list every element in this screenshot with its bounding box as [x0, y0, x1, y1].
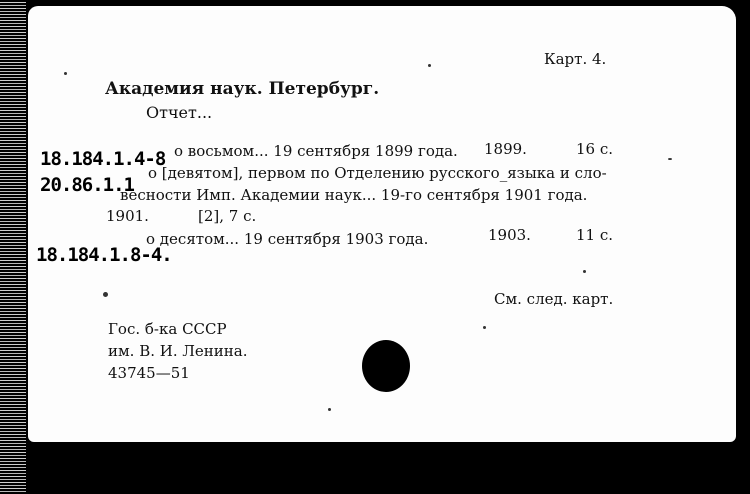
dust-speck [103, 292, 108, 297]
entry-2-line-1: о [девятом], первом по Отделению русского_языка и сло- [148, 164, 607, 182]
entry-3-pages: 11 с. [576, 226, 614, 244]
entry-1-text: о восьмом... 19 сентября 1899 года. [174, 142, 458, 160]
scanner-edge-noise [0, 0, 26, 494]
entry-1-year: 1899. [484, 140, 527, 158]
heading-author: Академия наук. Петербург. [105, 79, 380, 99]
dust-speck [483, 326, 486, 329]
entry-1-pages: 16 с. [576, 140, 614, 158]
dust-speck [64, 72, 67, 75]
scan-background [28, 442, 750, 494]
entry-3-text: о десятом... 19 сентября 1903 года. [146, 230, 429, 248]
dust-speck [428, 64, 431, 67]
library-line-2: им. В. И. Ленина. [108, 342, 248, 360]
entry-2-year: 1901. [106, 207, 149, 225]
dust-speck [668, 158, 672, 160]
card-punch-hole [362, 340, 410, 392]
shelfmark-2: 20.86.1.1 [40, 174, 134, 196]
heading-subtitle: Отчет... [146, 103, 213, 122]
dust-speck [583, 270, 586, 273]
shelfmark-3: 18.184.1.8-4. [36, 244, 172, 266]
see-next-card: См. след. карт. [494, 290, 614, 308]
card-number: Карт. 4. [544, 50, 607, 68]
entry-2-line-2: весности Имп. Академии наук... 19-го сентября 1901 года. [120, 186, 588, 204]
shelfmark-1: 18.184.1.4-8 [40, 148, 166, 170]
entry-3-year: 1903. [488, 226, 531, 244]
dust-speck [328, 408, 331, 411]
entry-2-pagination: [2], 7 с. [198, 207, 257, 225]
library-line-3: 43745—51 [108, 364, 190, 382]
library-line-1: Гос. б-ка СССР [108, 320, 227, 338]
